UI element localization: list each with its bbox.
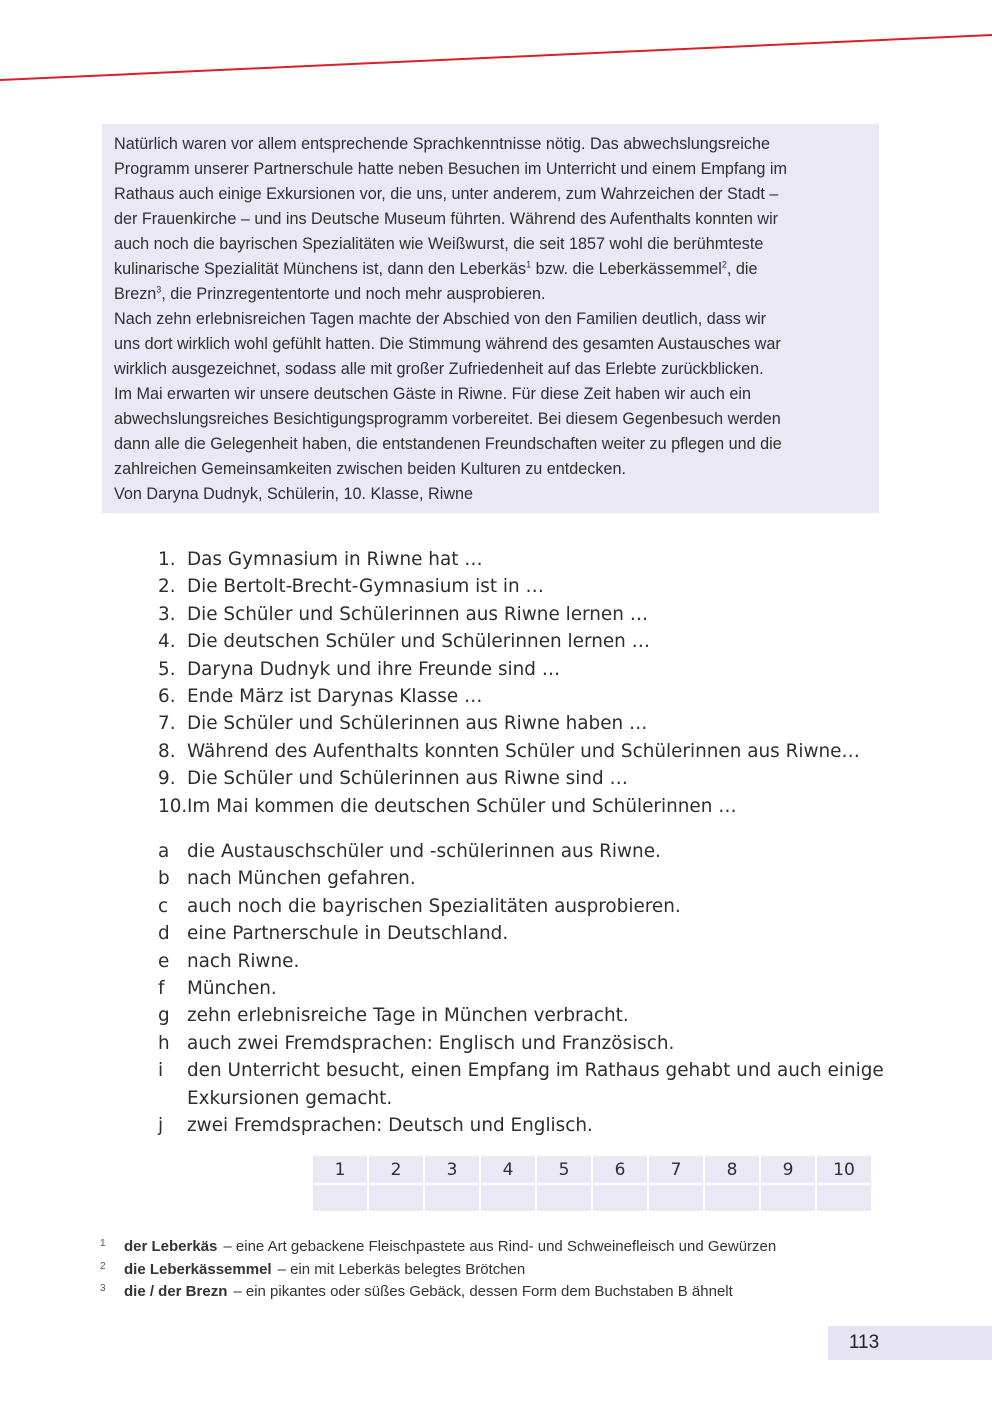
text-segment: bzw. die Leberkässemmel: [531, 260, 722, 278]
footnote: [100, 1281, 900, 1304]
item-number: 10.: [158, 795, 188, 817]
item-text: Das Gymnasium in Riwne hat …: [187, 549, 483, 570]
item-text: die Austauschschüler und -schülerinnen aus Riwne.: [187, 841, 661, 862]
item-text: zehn erlebnisreiche Tage in München verbracht.: [187, 1005, 629, 1027]
text-segment: kulinarische Spezialität Münchens ist, dann den Leberkäs: [114, 260, 527, 278]
footnote-mark: 1: [100, 1238, 106, 1249]
list-item: [158, 1057, 898, 1112]
answer-cell[interactable]: [817, 1185, 871, 1211]
sentence-starts-list: [158, 546, 918, 820]
item-text: Die deutschen Schüler und Schülerinnen lernen …: [187, 631, 651, 653]
footnote-definition: – ein pikantes oder süßes Gebäck, dessen Form dem Buchstaben B ähnelt: [233, 1283, 733, 1300]
footnote: [100, 1259, 900, 1282]
answer-grid-header-row: [313, 1156, 871, 1183]
list-item: [158, 893, 898, 920]
answer-grid-input-row: [313, 1185, 871, 1211]
item-number: 6.: [158, 686, 176, 708]
item-number: 2.: [158, 576, 176, 598]
text-line: Rathaus auch einige Exkursionen vor, die uns, unter anderem, zum Wahrzeichen der Stadt –: [114, 185, 779, 203]
footnotes: [100, 1236, 900, 1304]
author-line: Von Daryna Dudnyk, Schülerin, 10. Klasse, Riwne: [114, 485, 474, 503]
footnote-term: die Leberkässemmel: [124, 1260, 272, 1278]
answer-grid-header: 4: [481, 1156, 535, 1183]
text-line: der Frauenkirche – und ins Deutsche Museum führten. Während des Aufenthalts konnten wir: [114, 210, 779, 228]
item-number: 1.: [158, 549, 176, 570]
answer-cell[interactable]: [369, 1185, 423, 1211]
item-number: 7.: [158, 713, 176, 735]
reading-text-lines-top: [114, 132, 869, 257]
footnote-term: die / der Brezn: [124, 1283, 228, 1300]
text-line: [114, 282, 869, 307]
text-line: Natürlich waren vor allem entsprechende Sprachkenntnisse nötig. Das abwechslungsreiche: [114, 135, 770, 153]
item-text: Die Schüler und Schülerinnen aus Riwne haben …: [187, 713, 648, 735]
item-text: München.: [187, 978, 277, 1000]
text-line: Nach zehn erlebnisreichen Tagen machte der Abschied von den Familien deutlich, dass wir: [114, 310, 767, 328]
list-item: [158, 683, 918, 710]
answer-cell[interactable]: [761, 1185, 815, 1211]
text-line: zahlreichen Gemeinsamkeiten zwischen beiden Kulturen zu entdecken.: [114, 460, 627, 478]
text-line: auch noch die bayrischen Spezialitäten wie Weißwurst, die seit 1857 wohl die berühmteste: [114, 235, 764, 253]
list-item: [158, 948, 898, 975]
answer-cell[interactable]: [313, 1185, 367, 1211]
text-line: uns dort wirklich wohl gefühlt hatten. Die Stimmung während des gesamten Austausches war: [114, 335, 781, 353]
item-letter: d: [158, 923, 170, 945]
text-line: [114, 257, 869, 282]
list-item: [158, 738, 918, 765]
list-item: [158, 1002, 898, 1029]
answer-cell[interactable]: [481, 1185, 535, 1211]
footnote-ref-2: 2: [721, 259, 727, 270]
item-text: zwei Fremdsprachen: Deutsch und Englisch.: [187, 1115, 593, 1137]
item-letter: e: [158, 950, 170, 972]
text-segment: , die Prinzregententorte und noch mehr ausprobieren.: [161, 285, 546, 303]
answer-grid-header: 9: [761, 1156, 815, 1183]
item-number: 4.: [158, 631, 176, 653]
list-item: [158, 656, 918, 683]
item-letter: f: [158, 978, 165, 1000]
text-line: Programm unserer Partnerschule hatte neben Besuchen im Unterricht und einem Empfang im: [114, 160, 788, 178]
item-text: Ende März ist Darynas Klasse …: [187, 686, 483, 708]
item-number: 3.: [158, 603, 176, 625]
footnote-definition: – ein mit Leberkäs belegtes Brötchen: [277, 1260, 526, 1278]
answer-grid-header: 8: [705, 1156, 759, 1183]
answer-grid-header: 10: [817, 1156, 871, 1183]
list-item: [158, 710, 918, 737]
text-segment: , die: [726, 260, 758, 278]
list-item: [158, 838, 898, 865]
list-item: [158, 573, 918, 600]
item-text: nach München gefahren.: [187, 868, 416, 890]
item-text: auch noch die bayrischen Spezialitäten ausprobieren.: [187, 895, 681, 917]
footnote-definition: – eine Art gebackene Fleischpastete aus Rind- und Schweinefleisch und Gewürzen: [223, 1238, 777, 1255]
list-item: [158, 628, 918, 655]
text-line: dann alle die Gelegenheit haben, die entstandenen Freundschaften weiter zu pflegen und die: [114, 435, 782, 453]
answer-grid-header: 7: [649, 1156, 703, 1183]
item-letter: g: [158, 1005, 170, 1027]
item-text: Die Schüler und Schülerinnen aus Riwne sind …: [187, 768, 628, 790]
answer-grid-header: 1: [313, 1156, 367, 1183]
list-item: [158, 920, 898, 947]
list-item: [158, 601, 918, 628]
list-item: [158, 546, 918, 573]
answer-grid-header: 5: [537, 1156, 591, 1183]
list-item: [158, 1112, 898, 1139]
list-item: [158, 975, 898, 1002]
answer-cell[interactable]: [705, 1185, 759, 1211]
answer-grid: [311, 1154, 873, 1213]
header-red-line: [0, 0, 992, 90]
item-letter: h: [158, 1032, 170, 1054]
text-line: Im Mai erwarten wir unsere deutschen Gäste in Riwne. Für diese Zeit haben wir auch ein: [114, 385, 752, 403]
text-segment: Brezn: [114, 285, 157, 303]
footnote-mark: 3: [100, 1283, 106, 1294]
item-number: 9.: [158, 768, 176, 790]
item-text: Während des Aufenthalts konnten Schüler und Schülerinnen aus Riwne…: [187, 740, 860, 762]
page-number: 113: [848, 1332, 880, 1353]
list-item: [158, 865, 898, 892]
text-line: wirklich ausgezeichnet, sodass alle mit großer Zufriedenheit auf das Erlebte zurückblicken.: [114, 360, 764, 378]
answer-cell[interactable]: [649, 1185, 703, 1211]
list-item: [158, 765, 918, 792]
item-letter: a: [158, 841, 170, 862]
answer-cell[interactable]: [537, 1185, 591, 1211]
answer-grid-header: 3: [425, 1156, 479, 1183]
answer-grid-header: 2: [369, 1156, 423, 1183]
footnote: [100, 1236, 900, 1259]
item-text: nach Riwne.: [187, 950, 300, 972]
item-text: auch zwei Fremdsprachen: Englisch und Französisch.: [187, 1032, 675, 1054]
item-text: eine Partnerschule in Deutschland.: [187, 923, 509, 945]
item-text: Im Mai kommen die deutschen Schüler und Schülerinnen …: [187, 795, 737, 817]
reading-text-lines-bottom: [114, 307, 869, 507]
footnote-ref-1: 1: [526, 259, 532, 270]
item-text: Daryna Dudnyk und ihre Freunde sind …: [187, 658, 561, 680]
item-text: Die Bertolt-Brecht-Gymnasium ist in …: [187, 576, 544, 598]
item-letter: c: [158, 895, 169, 917]
reading-text-box: [102, 124, 879, 513]
item-letter: j: [158, 1115, 164, 1137]
list-item: [158, 1030, 898, 1057]
page-number-tab: [828, 1326, 992, 1360]
answer-cell[interactable]: [425, 1185, 479, 1211]
footnote-term: der Leberkäs: [124, 1238, 218, 1255]
item-letter: i: [158, 1060, 164, 1082]
item-number: 5.: [158, 658, 176, 680]
answer-grid-header: 6: [593, 1156, 647, 1183]
footnote-mark: 2: [100, 1260, 106, 1272]
footnote-ref-3: 3: [156, 284, 162, 295]
item-number: 8.: [158, 740, 176, 762]
item-text: den Unterricht besucht, einen Empfang im Rathaus gehabt und auch einige Exkursionen gemacht.: [187, 1060, 884, 1109]
text-line: abwechslungsreiches Besichtigungsprogramm vorbereitet. Bei diesem Gegenbesuch werden: [114, 410, 781, 428]
answer-cell[interactable]: [593, 1185, 647, 1211]
item-letter: b: [158, 868, 170, 890]
item-text: Die Schüler und Schülerinnen aus Riwne lernen …: [187, 603, 649, 625]
sentence-endings-list: [158, 838, 898, 1139]
list-item: [158, 793, 918, 820]
